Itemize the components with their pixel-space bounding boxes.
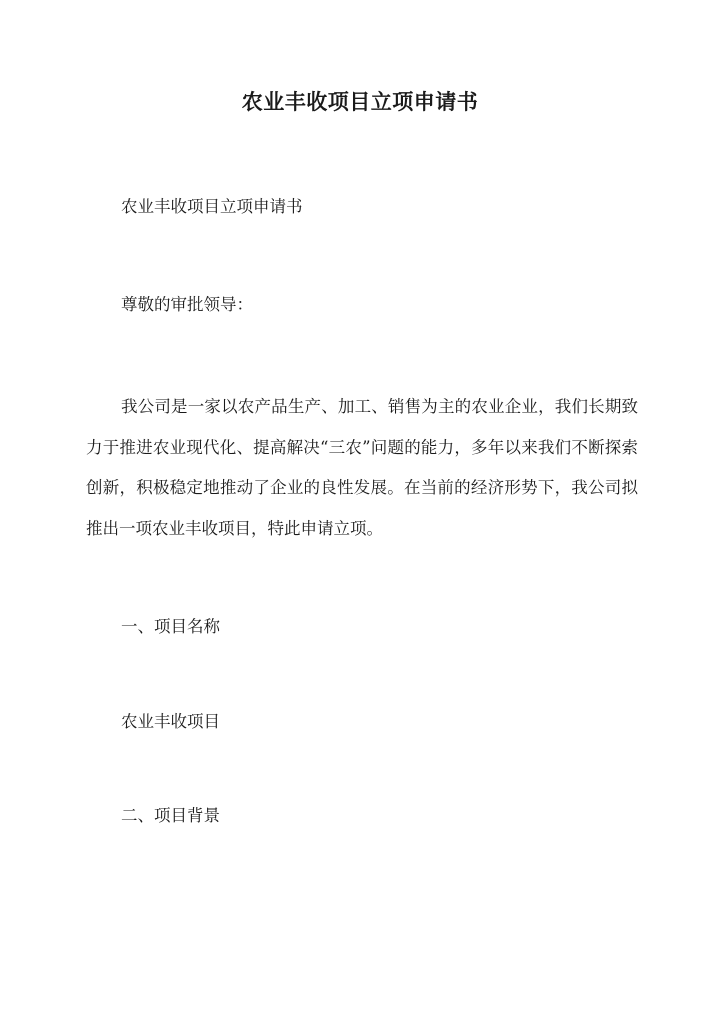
document-subtitle: 农业丰收项目立项申请书 [121,197,303,216]
section-heading-project-name: 一、项目名称 [121,617,220,636]
document-title: 农业丰收项目立项申请书 [241,89,479,114]
project-name-value: 农业丰收项目 [121,712,220,731]
intro-paragraph: 我公司是一家以农产品生产、加工、销售为主的农业企业，我们长期致力于推进农业现代化、提高解决“三农”问题的能力，多年以来我们不断探索创新，积极稳定地推动了企业的良性发展。在当前的经济形势下，我公司拟推出一项农业丰收项目，特此申请立项。 [86,397,638,538]
salutation: 尊敬的审批领导： [121,295,253,314]
section-heading-project-background: 二、项目背景 [121,806,220,825]
